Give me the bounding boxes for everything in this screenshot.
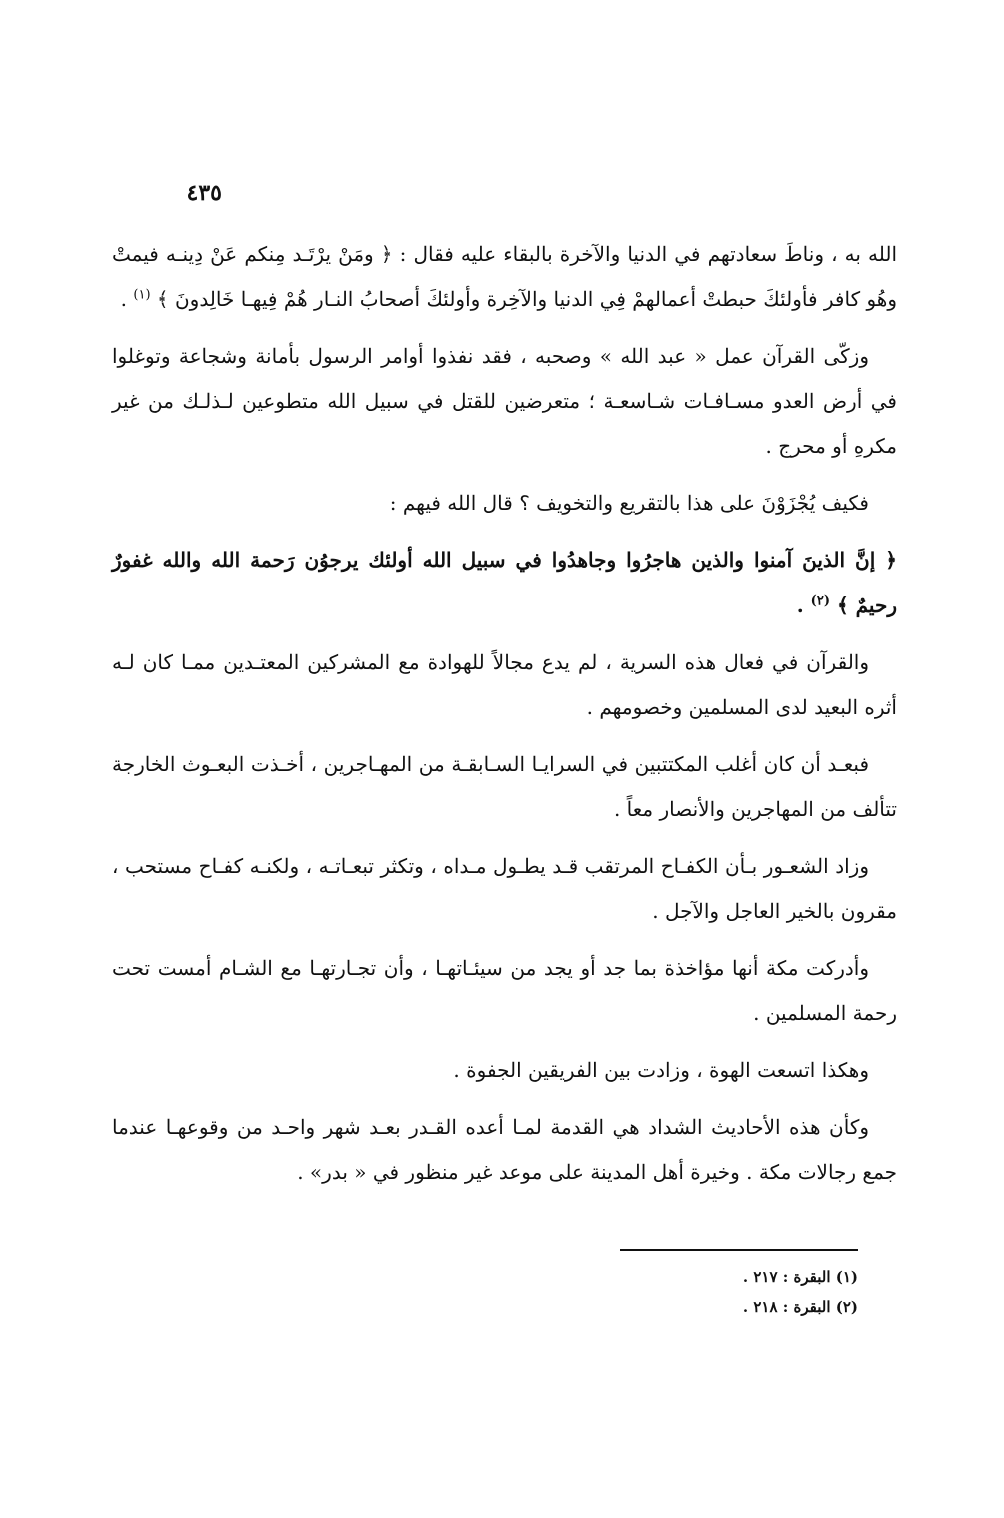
- quran-verse-paragraph: [112, 538, 897, 628]
- paragraph-1-tail: .: [120, 287, 134, 311]
- paragraph-10: وكأن هذه الأحاديث الشداد هي القدمة لمـا أعده القـدر بعـد شهر واحـد من وقوعهـا عندما جمع رجالات مكة . وخيرة أهل المدينة على موعد غير منظور في « بدر» .: [112, 1115, 897, 1184]
- quran-verse-tail: .: [796, 593, 811, 617]
- footnote-ref-2[interactable]: (٢): [810, 593, 830, 609]
- paragraph-1: [112, 232, 897, 322]
- paragraph-3: فكيف يُجْزَوْنَ على هذا بالتقريع والتخويف ؟ قال الله فيهم :: [389, 491, 869, 515]
- paragraph-2: وزكّى القرآن عمل « عبد الله » وصحبه ، فقد نفذوا أوامر الرسول بأمانة وشجاعة وتوغلوا في أرض العدو مسـافـات شـاسعـة ؛ متعرضين للقتل في سبيل الله متطوعين لـذلـك من غير مكرهِ أو محرج .: [112, 344, 897, 458]
- main-text: [112, 232, 897, 1207]
- paragraph-6: فبعـد أن كان أغلب المكتتبين في السرايـا السـابقـة من المهـاجرين ، أخـذت البعـوث الخارجة تتألف من المهاجرين والأنصار معاً .: [112, 752, 897, 821]
- page-number: ٤٣٥: [186, 180, 222, 206]
- footnote-1: (١) البقرة : ٢١٧ .: [742, 1268, 858, 1286]
- footnotes: [458, 1262, 858, 1322]
- paragraph-7: وزاد الشعـور بـأن الكفـاح المرتقب قـد يطـول مـداه ، وتكثر تبعـاتـه ، ولكنـه كفـاح مستحب ، مقرون بالخير العاجل والآجل .: [112, 854, 897, 923]
- paragraph-5: والقرآن في فعال هذه السرية ، لم يدع مجالاً للهوادة مع المشركين المعتـدين ممـا كان لـه أثره البعيد لدى المسلمين وخصومهم .: [112, 650, 897, 719]
- footnote-ref-1[interactable]: (١): [133, 287, 151, 303]
- footnote-divider: [620, 1249, 858, 1251]
- footnote-2: (٢) البقرة : ٢١٨ .: [742, 1298, 858, 1316]
- quran-verse-text: ﴿ إنَّ الذينَ آمنوا والذين هاجرُوا وجاهدُوا في سبيل الله أولئك يرجوُن رَحمة الله والله غفورٌ رحيمٌ ﴾: [112, 548, 897, 617]
- paragraph-9: وهكذا اتسعت الهوة ، وزادت بين الفريقين الجفوة .: [453, 1058, 869, 1082]
- paragraph-8: وأدركت مكة أنها مؤاخذة بما جد أو يجد من سيئـاتهـا ، وأن تجـارتهـا مع الشـام أمست تحت رحمة المسلمين .: [112, 956, 897, 1025]
- paragraph-1-text: الله به ، وناطَ سعادتهم في الدنيا والآخرة بالبقاء عليه فقال : ﴿ ومَنْ يرْتَـد مِنكم عَنْ دِينـه فيمتْ وهُو كافر فأولئكَ حبطتْ أعمالهمْ فِي الدنيا والآخِرة وأولئكَ أصحابُ النـار هُمْ فِيهـا خَالِدونَ ﴾: [112, 242, 897, 311]
